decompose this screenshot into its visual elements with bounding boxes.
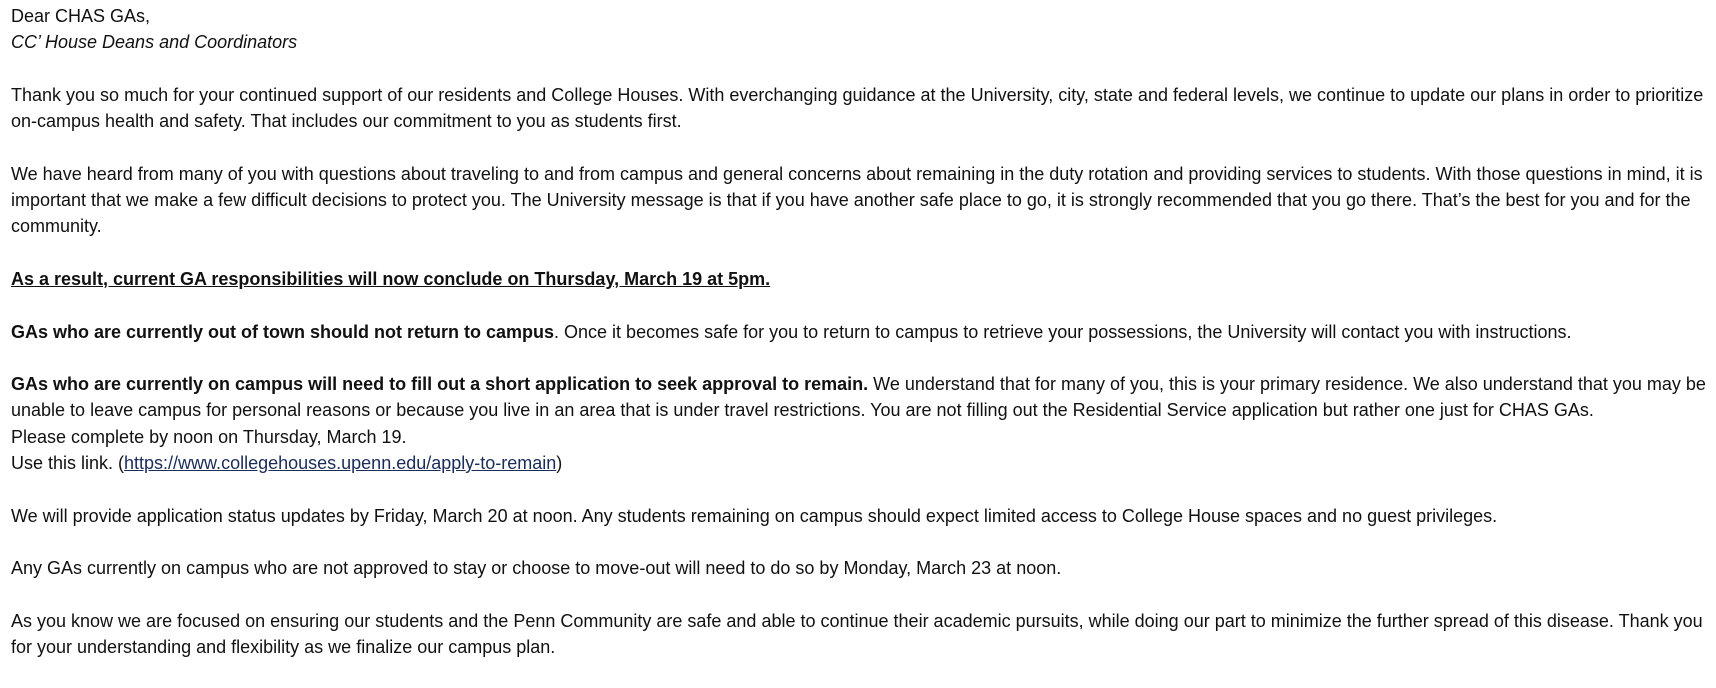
link-prefix: Use this link. (	[11, 453, 125, 474]
out-of-town-text: . Once it becomes safe for you to return to campus to retrieve your possessions, the University will contact you with instructions.	[554, 321, 1572, 342]
paragraph-out-of-town	[11, 319, 1711, 345]
complete-by-line: Please complete by noon on Thursday, March 19.	[11, 426, 407, 447]
cc-line: CC’ House Deans and Coordinators	[11, 32, 298, 53]
paragraph-closing: As you know we are focused on ensuring our students and the Penn Community are safe and able to continue their academic pursuits, while doing our part to minimize the further spread of this disease. Thank you for your understanding and flexibility as we finalize our campus plan.	[11, 610, 1703, 658]
greeting: Dear CHAS GAs,	[11, 6, 151, 26]
responsibilities-conclusion-text: As a result, current GA responsibilities will now conclude on Thursday, March 19 at 5pm.	[11, 268, 771, 289]
paragraph-status-updates: We will provide application status updates by Friday, March 20 at noon. Any students remaining on campus should expect limited access to College House spaces and no guest privileges.	[11, 505, 1498, 526]
email-body	[11, 3, 1711, 660]
on-campus-text: We understand that for many of you, this is your primary residence. We also understand that you may be unable to leave campus for personal reasons or because you live in an area that is under travel restrictions. You are not filling out the Residential Service application but rather one just for CHAS GAs.	[11, 374, 1706, 421]
responsibilities-conclusion-notice	[11, 266, 1711, 292]
out-of-town-heading: GAs who are currently out of town should not return to campus	[11, 321, 555, 342]
paragraph-move-out: Any GAs currently on campus who are not approved to stay or choose to move-out will need to do so by Monday, March 23 at noon.	[11, 558, 1062, 579]
paragraph-thanks: Thank you so much for your continued support of our residents and College Houses. With everchanging guidance at the University, city, state and federal levels, we continue to update our plans in order to prioritize on-campus health and safety. That includes our commitment to you as students first.	[11, 84, 1704, 132]
apply-to-remain-link[interactable]: https://www.collegehouses.upenn.edu/apply-to-remain	[124, 453, 557, 474]
link-suffix: )	[556, 453, 563, 474]
apply-link-line	[11, 450, 1711, 476]
paragraph-concerns: We have heard from many of you with questions about traveling to and from campus and general concerns about remaining in the duty rotation and providing services to students. With those questions in mind, it is important that we make a few difficult decisions to protect you. The University message is that if you have another safe place to go, it is strongly recommended that you go there. That’s the best for you and for the community.	[11, 163, 1703, 237]
paragraph-on-campus	[11, 371, 1711, 424]
on-campus-heading: GAs who are currently on campus will need to fill out a short application to seek approval to remain.	[11, 374, 869, 395]
